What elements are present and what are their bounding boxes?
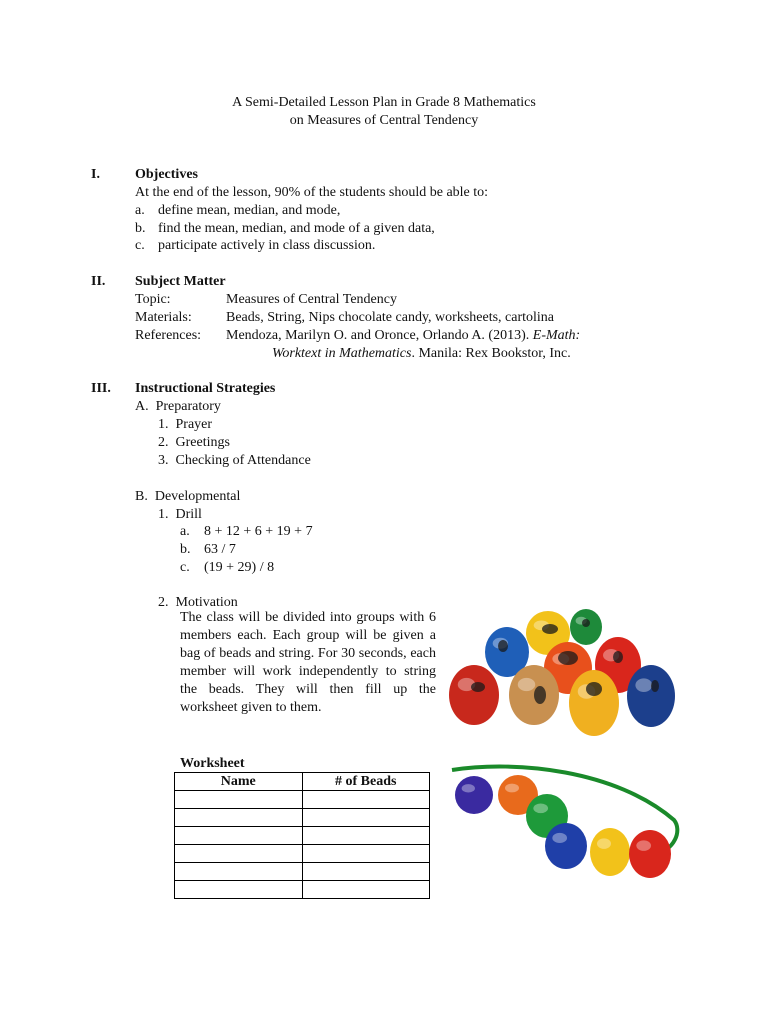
bead	[590, 828, 630, 876]
worksheet-heading: Worksheet	[180, 756, 245, 771]
worksheet-row	[175, 845, 430, 863]
developmental-label: B. Developmental	[135, 489, 241, 504]
worksheet-cell-name	[175, 845, 303, 863]
objective-item-text: find the mean, median, and mode of a given data,	[158, 221, 435, 236]
beads-on-string-image	[446, 760, 682, 890]
worksheet-column-name: Name	[175, 773, 303, 791]
objective-item-text: participate actively in class discussion.	[158, 238, 376, 253]
worksheet-cell-name	[175, 809, 303, 827]
drill-item-letter: b.	[180, 542, 191, 557]
drill-item-letter: a.	[180, 524, 190, 539]
section-numeral-subject-matter: II.	[91, 274, 106, 289]
section-heading-strategies: Instructional Strategies	[135, 381, 276, 396]
references-book-title-part-1: E-Math:	[532, 328, 581, 343]
preparatory-label: A. Preparatory	[135, 399, 221, 414]
worksheet-cell-name	[175, 881, 303, 899]
drill-item-letter: c.	[180, 560, 190, 575]
section-heading-objectives: Objectives	[135, 167, 198, 182]
references-label: References:	[135, 328, 202, 343]
worksheet-row	[175, 827, 430, 845]
worksheet-row	[175, 881, 430, 899]
worksheet-cell-name	[175, 863, 303, 881]
bead	[545, 823, 587, 869]
objective-item-letter: c.	[135, 238, 145, 253]
drill-item-text: 8 + 12 + 6 + 19 + 7	[204, 524, 313, 539]
section-numeral-strategies: III.	[91, 381, 111, 396]
worksheet-cell-beads	[302, 881, 430, 899]
references-book-title-part-2: Worktext in Mathematics	[272, 346, 412, 361]
worksheet-cell-beads	[302, 845, 430, 863]
motivation-paragraph: The class will be divided into groups with 6 members each. Each group will be given a bag of beads and string. For 30 seconds, each member will work independently to string the beads. They will then fill up the worksheet given to them.	[180, 610, 436, 715]
worksheet-cell-beads	[302, 809, 430, 827]
bead	[449, 665, 499, 725]
bead	[627, 665, 675, 727]
drill-label: 1. Drill	[158, 507, 202, 522]
bead	[509, 665, 559, 725]
objective-item-letter: b.	[135, 221, 146, 236]
drill-item-text: (19 + 29) / 8	[204, 560, 275, 575]
section-numeral-objectives: I.	[91, 167, 100, 182]
worksheet-column-beads: # of Beads	[302, 773, 430, 791]
preparatory-item: 1. Prayer	[158, 417, 213, 432]
references-publisher: . Manila: Rex Bookstor, Inc.	[411, 346, 571, 361]
worksheet-cell-name	[175, 791, 303, 809]
topic-label: Topic:	[135, 292, 171, 307]
document-title-line-2: on Measures of Central Tendency	[289, 113, 479, 128]
section-heading-subject-matter: Subject Matter	[135, 274, 226, 289]
preparatory-item: 2. Greetings	[158, 435, 230, 450]
objective-item-letter: a.	[135, 203, 145, 218]
worksheet-cell-name	[175, 827, 303, 845]
bead	[569, 670, 619, 736]
objective-item-text: define mean, median, and mode,	[158, 203, 341, 218]
worksheet-header-row	[175, 773, 430, 791]
bead	[570, 609, 602, 645]
worksheet-cell-beads	[302, 791, 430, 809]
worksheet-table	[174, 772, 430, 899]
objectives-intro: At the end of the lesson, 90% of the students should be able to:	[135, 185, 489, 200]
worksheet-row	[175, 809, 430, 827]
beads-pile-image	[446, 600, 682, 736]
motivation-label: 2. Motivation	[158, 595, 238, 610]
worksheet-cell-beads	[302, 827, 430, 845]
bead	[629, 830, 671, 878]
references-value-line-2	[272, 345, 571, 363]
worksheet-cell-beads	[302, 863, 430, 881]
references-value-line-1	[226, 327, 580, 345]
bead	[455, 776, 493, 814]
preparatory-item: 3. Checking of Attendance	[158, 453, 311, 468]
materials-value: Beads, String, Nips chocolate candy, worksheets, cartolina	[226, 310, 555, 325]
topic-value: Measures of Central Tendency	[226, 292, 397, 307]
materials-label: Materials:	[135, 310, 192, 325]
worksheet-row	[175, 791, 430, 809]
references-authors: Mendoza, Marilyn O. and Oronce, Orlando A. (2013).	[226, 328, 533, 343]
worksheet-row	[175, 863, 430, 881]
drill-item-text: 63 / 7	[204, 542, 236, 557]
document-title-line-1: A Semi-Detailed Lesson Plan in Grade 8 Mathematics	[232, 95, 536, 110]
